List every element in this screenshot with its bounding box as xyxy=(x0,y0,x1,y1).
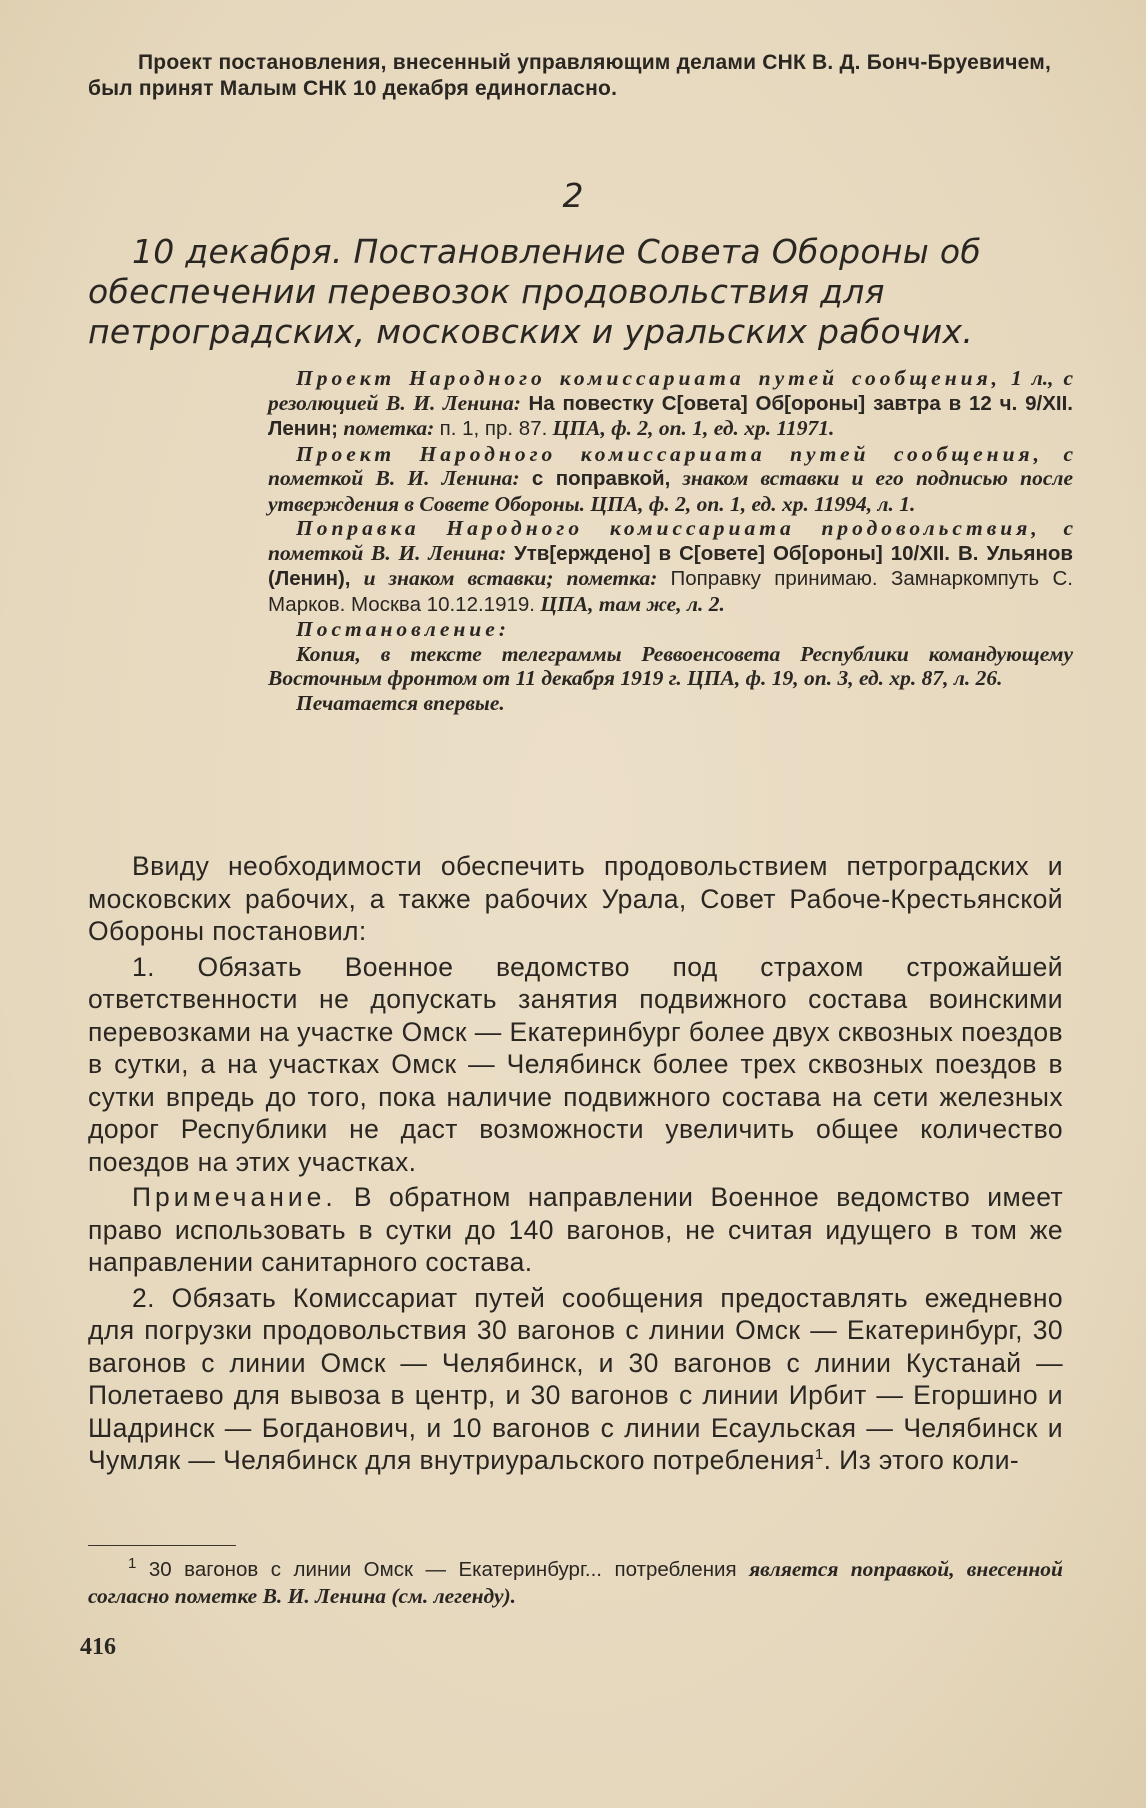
source-1-note: п. 1, пр. 87. xyxy=(439,417,548,440)
footnote-text: 30 вагонов с линии Омск — Екатеринбург... потребления xyxy=(148,1558,737,1581)
footnote xyxy=(88,1556,1063,1610)
source-1-head: Проект Народного комиссариата путей сообщения, xyxy=(296,366,1002,390)
archival-sources xyxy=(268,366,1073,715)
paragraph-note xyxy=(88,1181,1063,1279)
decree-text xyxy=(88,850,1063,1480)
paragraph-point-2 xyxy=(88,1282,1063,1477)
note-label: Примечание. xyxy=(132,1182,337,1212)
document-number: 2 xyxy=(562,176,584,215)
source-4-head: Постановление: xyxy=(296,617,510,641)
source-2-archive: знаком вставки и его подписью после утверждения в Совете Обороны. ЦПА, ф. 2, оп. 1, ед. хр. 11994, л. 1. xyxy=(268,466,1073,516)
source-3-note: Поправку принимаю. Замнаркомпуть С. Марков. Москва 10.12.1919. xyxy=(268,567,1073,616)
source-3-head: Поправка Народного комиссариата продовольствия, xyxy=(296,516,1041,540)
source-1-resolution: На повестку С[овета] Об[ороны] завтра в 12 ч. 9/XII. Ленин; xyxy=(268,391,1073,440)
source-3-resolution: Утв[ерждено] в С[овете] Об[ороны] 10/XII. В. Ульянов (Ленин), xyxy=(268,541,1074,590)
source-4-archive: Копия, в тексте телеграммы Реввоенсовета Республики командующему Восточным фронтом от 11 декабря 1919 г. ЦПА, ф. 19, оп. 3, ед. хр. 87, л. 26. xyxy=(268,641,1073,690)
point-2-text: 2. Обязать Комиссариат путей сообщения предоставлять ежедневно для погрузки продовольствия 30 вагонов с линии Омск — Екатеринбург, 30 вагонов с линии Омск — Челябинск, и 30 вагонов с линии Кустанай — Полетаево для вывоза в центр, и 30 вагонов с линии Ирбит — Егоршино и Шадринск — Богданович, и 10 вагонов с линии Есаульская — Челябинск и Чумляк — Челябинск для внутриуральского потребления xyxy=(88,1282,1063,1475)
top-note: Проект постановления, внесенный управляющим делами СНК В. Д. Бонч-Бруевичем, был принят Малым СНК 10 декабря единогласно. xyxy=(88,51,1052,100)
point-2-end: . Из этого коли- xyxy=(823,1445,1020,1475)
source-1 xyxy=(268,366,1073,442)
source-5 xyxy=(268,691,1073,716)
document-title: 10 декабря. Постановление Совета Обороны об обеспечении перевозок продовольствия для петроградских, московских и уральских рабочих. xyxy=(88,232,982,351)
source-1-note-label: пометка: xyxy=(343,416,435,440)
source-4-body xyxy=(268,642,1073,691)
source-2-head: Проект Народного комиссариата путей сообщения, xyxy=(296,441,1043,466)
footnote-mark: 1 xyxy=(128,1555,137,1573)
source-3 xyxy=(268,516,1073,617)
paragraph-point-1: 1. Обязать Военное ведомство под страхом строжайшей ответственности не допускать занятия подвижного состава воинскими перевозками на участке Омск — Екатеринбург более двух сквозных поездов в сутки, а на участках Омск — Челябинск более трех сквозных поездов в сутки впредь до того, пока наличие подвижного состава на сети железных дорог Республики не даст возможности увеличить общее количество поездов на этих участках. xyxy=(88,951,1063,1177)
source-2 xyxy=(268,442,1073,517)
source-3-note-label: и знаком вставки; пометка: xyxy=(363,566,658,590)
source-2-desc: с пометкой В. И. Ленина: xyxy=(268,441,1073,490)
note-text: В обратном направлении Военное ведомство имеет право использовать в сутки до 140 вагонов, не считая идущего в том же направлении санитарного состава. xyxy=(88,1182,1064,1277)
source-3-desc: с пометкой В. И. Ленина: xyxy=(268,516,1073,565)
source-1-desc: 1 л., с резолюцией В. И. Ленина: xyxy=(268,366,1074,415)
source-2-note: с поправкой, xyxy=(531,467,671,490)
footnote-italic: является поправкой, внесенной согласно пометке В. И. Ленина (см. легенду). xyxy=(88,1557,1063,1608)
source-1-archive: ЦПА, ф. 2, оп. 1, ед. хр. 11971. xyxy=(552,416,835,440)
source-3-archive: ЦПА, там же, л. 2. xyxy=(540,591,725,616)
first-publication-note: Печатается впервые. xyxy=(296,690,505,715)
footnote-divider xyxy=(88,1545,236,1546)
footnote-ref[interactable]: 1 xyxy=(814,1446,824,1464)
paragraph-preamble: Ввиду необходимости обеспечить продовольствием петроградских и московских рабочих, а также рабочих Урала, Совет Рабоче-Крестьянской Обороны постановил: xyxy=(88,851,1063,946)
page-number: 416 xyxy=(80,1634,116,1660)
source-4 xyxy=(268,617,1073,642)
